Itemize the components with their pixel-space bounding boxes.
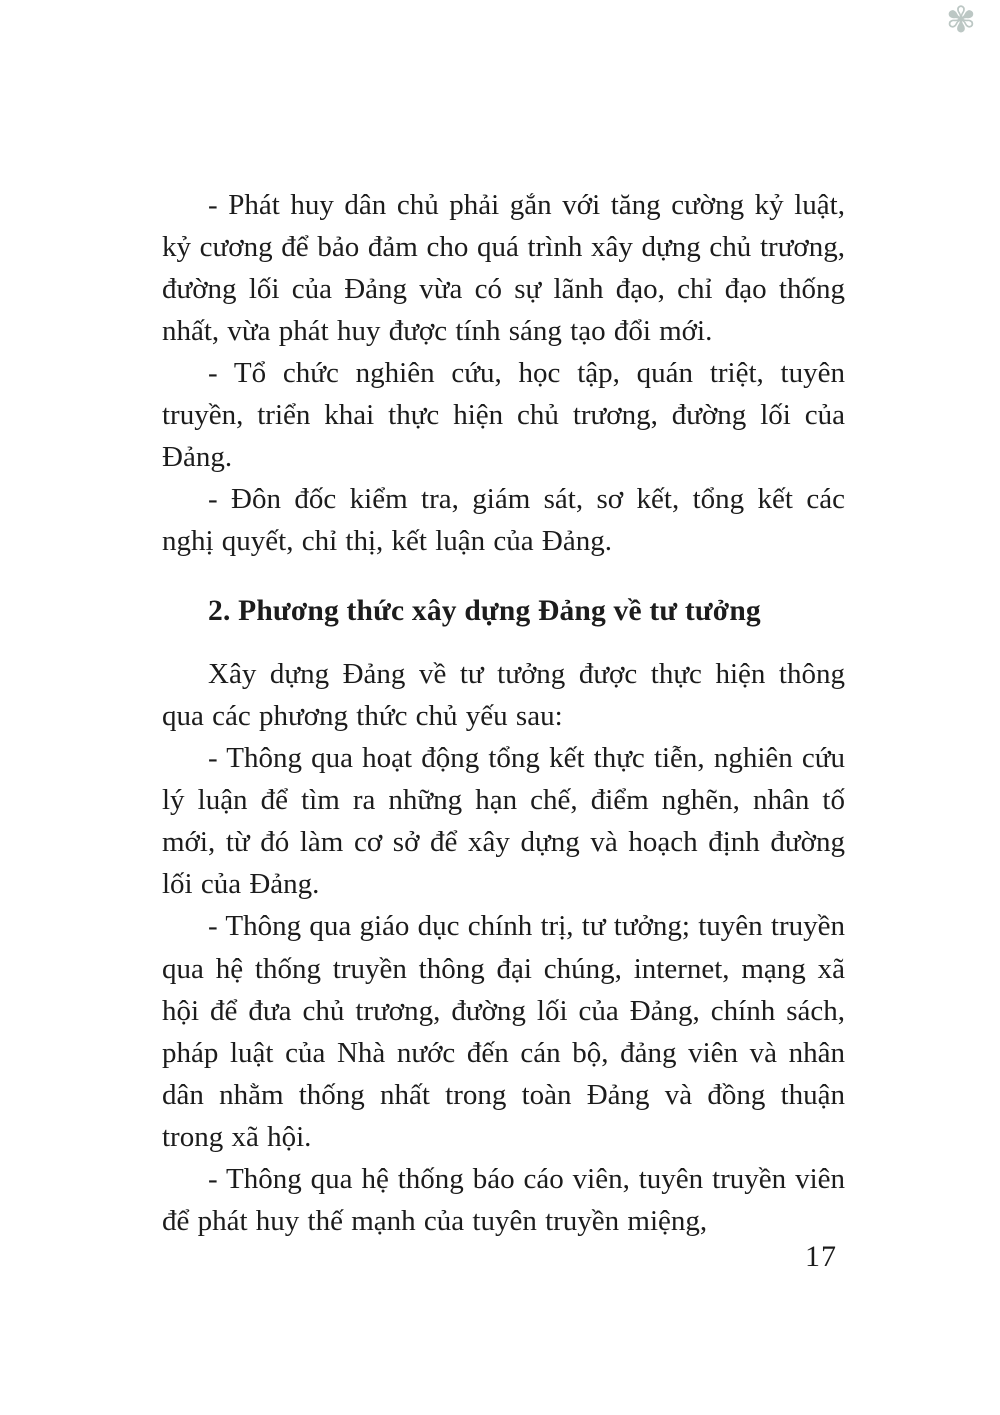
flower-icon: ✾ <box>945 0 976 40</box>
section-heading: 2. Phương thức xây dựng Đảng về tư tưởng <box>208 595 761 628</box>
paragraph: Xây dựng Đảng về tư tưởng được thực hiện thông qua các phương thức chủ yếu sau: <box>162 658 845 733</box>
paragraph: - Thông qua hệ thống báo cáo viên, tuyên truyền viên để phát huy thế mạnh của tuyên truyền miệng, <box>162 1162 845 1237</box>
paragraph: - Phát huy dân chủ phải gắn với tăng cường kỷ luật, kỷ cương để bảo đảm cho quá trình xây dựng chủ trương, đường lối của Đảng vừa có sự lãnh đạo, chỉ đạo thống nhất, vừa phát huy được tính sáng tạo đổi mới. <box>162 189 845 348</box>
page-text-block <box>162 184 845 1242</box>
paragraph: - Tổ chức nghiên cứu, học tập, quán triệt, tuyên truyền, triển khai thực hiện chủ trương, đường lối của Đảng. <box>162 357 845 474</box>
paragraph: - Thông qua hoạt động tổng kết thực tiễn, nghiên cứu lý luận để tìm ra những hạn chế, điểm nghẽn, nhân tố mới, từ đó làm cơ sở để xây dựng và hoạch định đường lối của Đảng. <box>162 742 845 901</box>
paragraph: - Đôn đốc kiểm tra, giám sát, sơ kết, tổng kết các nghị quyết, chỉ thị, kết luận của Đảng. <box>162 483 845 558</box>
page-number: 17 <box>805 1240 837 1273</box>
paragraph: - Thông qua giáo dục chính trị, tư tưởng; tuyên truyền qua hệ thống truyền thông đại chúng, internet, mạng xã hội để đưa chủ trương, đường lối của Đảng, chính sách, pháp luật của Nhà nước đến cán bộ, đảng viên và nhân dân nhằm thống nhất trong toàn Đảng và đồng thuận trong xã hội. <box>162 910 845 1153</box>
